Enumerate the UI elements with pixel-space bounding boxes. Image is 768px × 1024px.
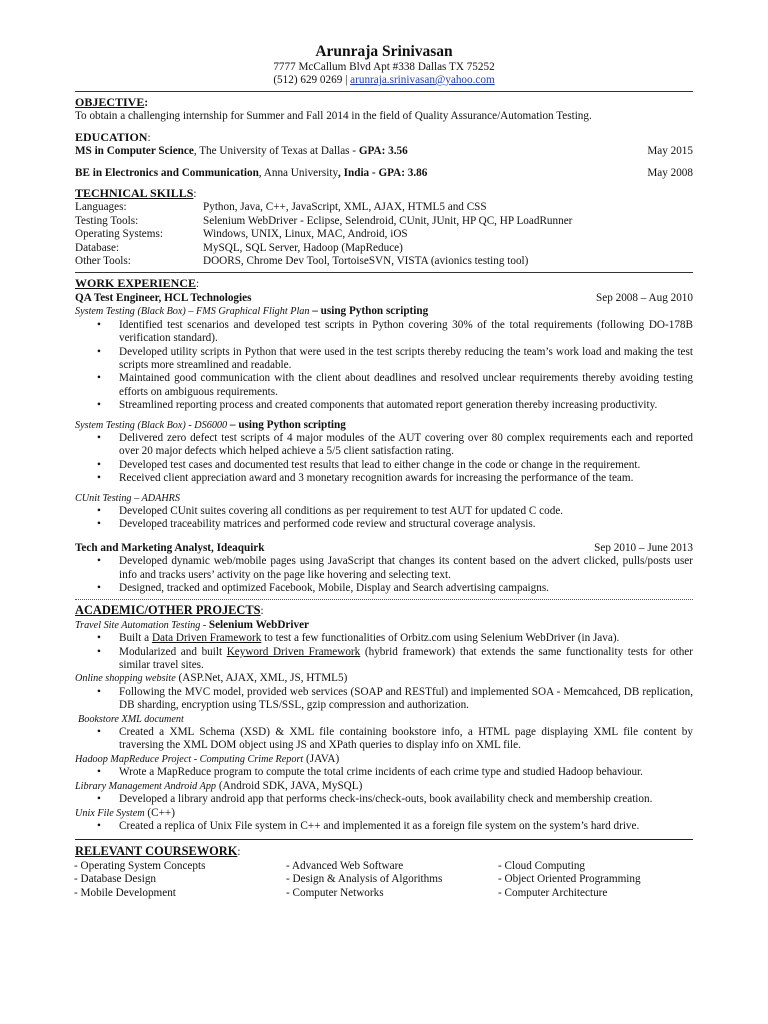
project-title: Bookstore XML document bbox=[78, 713, 184, 725]
skills-section: TECHNICAL SKILLS: Languages: Python, Java, C++, JavaScript, XML, AJAX, HTML5 and CSS Testing Tools: Selenium WebDriver - Eclipse, Selendroid, CUnit, JUnit, HP QC, HP LoadRunner Operating Systems: Windows, UNIX, Linux, MAC, Android, iOS Database: MySQL, SQL Server, Hadoop (MapReduce) Other Tools: DOORS, Chrome Dev Tool, TortoiseSVN, VISTA (avionics testing tool) bbox=[75, 186, 693, 268]
skill-value: Windows, UNIX, Linux, MAC, Android, iOS bbox=[203, 228, 408, 241]
school: , Anna University bbox=[258, 166, 339, 179]
skill-label: Languages: bbox=[75, 201, 127, 214]
project-title: System Testing (Black Box) - DS6000 – using Python scripting bbox=[75, 418, 346, 431]
course-item: - Computer Networks bbox=[286, 886, 384, 899]
work-section: WORK EXPERIENCE: QA Test Engineer, HCL Technologies Sep 2008 – Aug 2010 System Testing (Black Box) – FMS Graphical Flight Plan – using Python scripting • Identified test scenarios and developed test scripts in Python covering 30% of the total requirements (following DO-178B verification standard). • Developed utility scripts in Python that were used in the test scripts thereby reducing the team’s work load and making the test scripts more streamlined and readable. • Maintained good communication with the client about deadlines and resolved unclear requirements thereby avoiding testing efforts on ambiguous requirements. • Streamlined reporting process and created components that automated report generation thereby increasing productivity. System Testing (Black Box) - DS6000 – using Python scripting • Delivered zero defect test scripts of 4 major modules of the AUT covering over 80 complex requirements each and reported over 20 major defects which helped achieve a 5/5 client satisfaction rating. • Developed test cases and documented test results that lead to either change in the code or change in the requirement. • Received client appreciation award and 3 monetary recognition awards for increasing the performance of the team. CUnit Testing – ADAHRS • Developed CUnit suites covering all conditions as per requirement to test AUT for updated C code. • Developed traceability matrices and performed code review and structural coverage analysis. Tech and Marketing Analyst, Ideaquirk Sep 2010 – June 2013 • Developed dynamic web/mobile pages using JavaScript that changes its content based on the advert clicked, pulls/posts user info and tracks users’ activity on the page like hovering and selecting text. • Designed, tracked and optimized Facebook, Mobile, Display and Search advertising campaigns. bbox=[75, 276, 693, 595]
course-item: - Advanced Web Software bbox=[286, 859, 404, 872]
bullet-list bbox=[75, 505, 693, 532]
project-title: CUnit Testing – ADAHRS bbox=[75, 492, 180, 504]
skill-label: Other Tools: bbox=[75, 255, 131, 268]
work-heading: WORK EXPERIENCE bbox=[75, 276, 197, 291]
list-item: • Streamlined reporting process and created components that automated report generation thereby increasing productivity. bbox=[75, 399, 693, 412]
course-item: - Computer Architecture bbox=[498, 886, 608, 899]
project-title: Hadoop MapReduce Project - Computing Crime Report (JAVA) bbox=[75, 752, 340, 765]
education-date: May 2015 bbox=[647, 145, 693, 158]
degree: BE in Electronics and Communication bbox=[75, 166, 259, 179]
list-item: • Designed, tracked and optimized Facebook, Mobile, Display and Search advertising campaigns. bbox=[75, 582, 693, 595]
divider bbox=[75, 272, 693, 273]
objective-section: OBJECTIVE: To obtain a challenging internship for Summer and Fall 2014 in the field of Quality Assurance/Automation Testing. bbox=[75, 95, 693, 124]
coursework-heading: RELEVANT COURSEWORK bbox=[75, 844, 238, 859]
coursework-section: RELEVANT COURSEWORK: - Operating System Concepts - Advanced Web Software - Cloud Computing - Database Design - Design & Analysis of Algorithms - Object Oriented Programming - Mobile Development - Computer Networks - Computer Architecture bbox=[75, 844, 693, 900]
list-item: • Developed test cases and documented test results that lead to either change in the code or change in the requirement. bbox=[75, 459, 693, 472]
bullet-list bbox=[75, 726, 693, 753]
list-item: • Developed dynamic web/mobile pages using JavaScript that changes its content based on the advert clicked, pulls/posts user info and tracks users’ activity on the page like hovering and selecting text. bbox=[75, 555, 693, 582]
address: 7777 McCallum Blvd Apt #338 Dallas TX 75252 bbox=[273, 61, 495, 73]
list-item: • Created a replica of Unix File system in C++ and implemented it as a foreign file system on the system’s hard drive. bbox=[75, 820, 693, 833]
list-item: • Received client appreciation award and 3 monetary recognition awards for increasing the performance of the team. bbox=[75, 472, 693, 485]
phone: (512) 629 0269 | bbox=[273, 74, 348, 86]
job-date: Sep 2010 – June 2013 bbox=[594, 541, 693, 554]
course-item: - Cloud Computing bbox=[498, 859, 586, 872]
skills-heading: TECHNICAL SKILLS bbox=[75, 186, 194, 201]
education-row bbox=[75, 167, 693, 180]
bullet-list bbox=[75, 555, 693, 595]
bullet-list bbox=[75, 820, 693, 833]
project-title: Travel Site Automation Testing - Selenium WebDriver bbox=[75, 618, 310, 631]
bullet-list bbox=[75, 432, 693, 486]
job-title: QA Test Engineer, HCL Technologies bbox=[75, 291, 252, 304]
skill-label: Operating Systems: bbox=[75, 228, 163, 241]
job-title: Tech and Marketing Analyst, Ideaquirk bbox=[75, 541, 265, 554]
objective-heading: OBJECTIVE bbox=[75, 95, 145, 109]
resume-page bbox=[75, 43, 693, 900]
education-heading: EDUCATION bbox=[75, 129, 148, 144]
list-item: • Delivered zero defect test scripts of 4 major modules of the AUT covering over 80 complex requirements each and reported over 20 major defects which helped achieve a 5/5 client satisfaction rating. bbox=[75, 432, 693, 459]
contact-line bbox=[75, 74, 693, 87]
education-date: May 2008 bbox=[647, 166, 693, 179]
project-title: Unix File System (C++) bbox=[75, 806, 175, 819]
list-item: • Modularized and built Keyword Driven Framework (hybrid framework) that extends the same functionality tests for other similar travel sites. bbox=[75, 646, 693, 673]
job-header bbox=[75, 292, 693, 305]
coursework-grid bbox=[74, 860, 693, 900]
degree: MS in Computer Science bbox=[75, 145, 194, 158]
email-link[interactable]: arunraja.srinivasan@yahoo.com bbox=[350, 74, 495, 86]
education-row bbox=[75, 145, 693, 158]
project-title: System Testing (Black Box) – FMS Graphical Flight Plan – using Python scripting bbox=[75, 305, 429, 318]
course-item: - Design & Analysis of Algorithms bbox=[286, 873, 443, 886]
school: , The University of Texas at Dallas - bbox=[193, 145, 359, 158]
skill-label: Database: bbox=[75, 241, 120, 254]
bullet-list bbox=[75, 766, 693, 779]
skill-value: DOORS, Chrome Dev Tool, TortoiseSVN, VISTA (avionics testing tool) bbox=[203, 255, 529, 268]
skill-label: Testing Tools: bbox=[75, 214, 139, 227]
skill-value: Python, Java, C++, JavaScript, XML, AJAX, HTML5 and CSS bbox=[203, 201, 487, 214]
list-item: • Developed utility scripts in Python that were used in the test scripts thereby reducing the team’s work load and making the test scripts more streamlined and readable. bbox=[75, 346, 693, 373]
course-item: - Database Design bbox=[74, 873, 157, 886]
course-item: - Operating System Concepts bbox=[74, 859, 206, 872]
list-item: • Developed a library android app that performs check-ins/check-outs, book availability check and membership creation. bbox=[75, 793, 693, 806]
divider bbox=[75, 599, 693, 600]
skill-value: Selenium WebDriver - Eclipse, Selendroid, CUnit, JUnit, HP QC, HP LoadRunner bbox=[203, 214, 573, 227]
bullet-list bbox=[75, 319, 693, 413]
projects-section: ACADEMIC/OTHER PROJECTS: Travel Site Automation Testing - Selenium WebDriver • Built a Data Driven Framework to test a few functionalities of Orbitz.com using Selenium WebDriver (in Java). • Modularized and built Keyword Driven Framework (hybrid framework) that extends the same functionality tests for other similar travel sites. Online shopping website (ASP.Net, AJAX, XML, JS, HTML5) • Following the MVC model, provided web services (SOAP and RESTful) and implemented SOA - Memcahced, DB replication, DB sharding, encryption using TLS/SSL, gzip compression and authorization. Bookstore XML document • Created a XML Schema (XSD) & XML file containing bookstore info, a HTML page displaying XML file content by traversing the XML DOM object using JS and XPath queries to display info on XML file. Hadoop MapReduce Project - Computing Crime Report (JAVA) • Wrote a MapReduce program to compute the total crime incidents of each crime type and studied Hadoop behaviour. Library Management Android App (Android SDK, JAVA, MySQL) • Developed a library android app that performs check-ins/check-outs, book availability check and membership creation. Unix File System (C++) • Created a replica of Unix File system in C++ and implemented it as a foreign file system on the system’s hard drive. bbox=[75, 603, 693, 833]
skill-value: MySQL, SQL Server, Hadoop (MapReduce) bbox=[203, 241, 403, 254]
gpa: GPA: 3.56 bbox=[358, 145, 408, 158]
project-title: Library Management Android App (Android SDK, JAVA, MySQL) bbox=[75, 779, 363, 792]
course-item: - Mobile Development bbox=[74, 886, 176, 899]
divider bbox=[75, 839, 693, 840]
list-item: • Created a XML Schema (XSD) & XML file containing bookstore info, a HTML page displaying XML file content by traversing the XML DOM object using JS and XPath queries to display info on XML file. bbox=[75, 726, 693, 753]
list-item: • Developed traceability matrices and performed code review and structural coverage analysis. bbox=[75, 518, 693, 531]
gpa: GPA: 3.86 bbox=[378, 166, 428, 179]
bullet-list bbox=[75, 793, 693, 806]
project-title: Online shopping website (ASP.Net, AJAX, XML, JS, HTML5) bbox=[75, 672, 348, 685]
job-header bbox=[75, 542, 693, 555]
divider bbox=[75, 91, 693, 92]
list-item: • Wrote a MapReduce program to compute the total crime incidents of each crime type and studied Hadoop behaviour. bbox=[75, 766, 693, 779]
bullet-list bbox=[75, 632, 693, 672]
objective-text: To obtain a challenging internship for Summer and Fall 2014 in the field of Quality Assurance/Automation Testing. bbox=[75, 110, 592, 123]
school-country: , India - bbox=[338, 166, 379, 179]
skills-table bbox=[75, 201, 693, 268]
list-item: • Maintained good communication with the client about deadlines and resolved unclear requirements thereby avoiding testing efforts on ambiguous requirements. bbox=[75, 372, 693, 399]
list-item: • Identified test scenarios and developed test scripts in Python covering 30% of the total requirements (following DO-178B verification standard). bbox=[75, 319, 693, 346]
candidate-name: Arunraja Srinivasan bbox=[315, 43, 453, 60]
job-date: Sep 2008 – Aug 2010 bbox=[596, 291, 693, 304]
projects-heading: ACADEMIC/OTHER PROJECTS bbox=[75, 603, 261, 618]
education-section: EDUCATION: MS in Computer Science, The University of Texas at Dallas - GPA: 3.56 May 2015 BE in Electronics and Communication, Anna University, India - GPA: 3.86 May 2008 bbox=[75, 129, 693, 179]
list-item: • Following the MVC model, provided web services (SOAP and RESTful) and implemented SOA - Memcahced, DB replication, DB sharding, encryption using TLS/SSL, gzip compression and authorization. bbox=[75, 686, 693, 713]
list-item: • Built a Data Driven Framework to test a few functionalities of Orbitz.com using Selenium WebDriver (in Java). bbox=[75, 632, 693, 645]
course-item: - Object Oriented Programming bbox=[498, 873, 641, 886]
list-item: • Developed CUnit suites covering all conditions as per requirement to test AUT for updated C code. bbox=[75, 505, 693, 518]
bullet-list bbox=[75, 686, 693, 713]
